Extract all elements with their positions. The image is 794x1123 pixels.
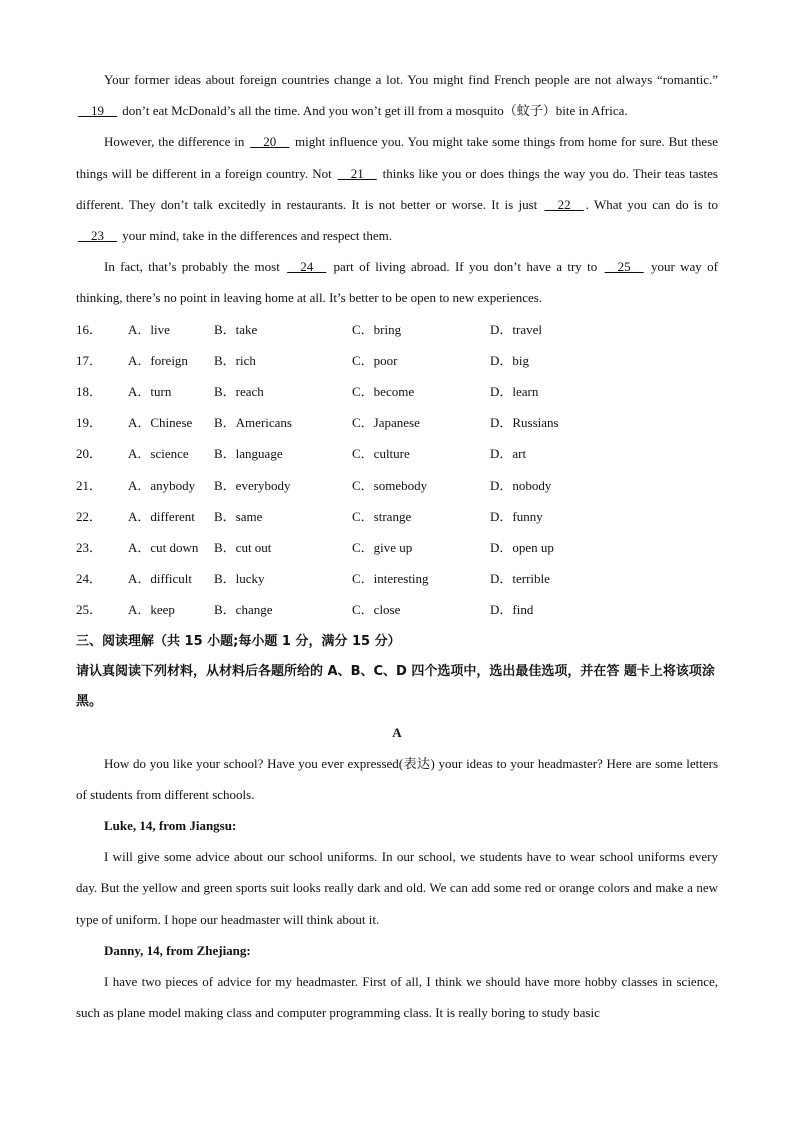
text: thinks like you or does things the way you do. Their teas tastes different. They don’t talk excitedly in restaurants. It is not better or worse. It is just	[76, 165, 718, 212]
option-row	[76, 407, 718, 438]
option-a: A．keep	[128, 602, 175, 618]
option-c: C．Japanese	[352, 415, 420, 431]
blank-19: __19__	[78, 103, 117, 119]
option-b: B．cut out	[214, 539, 272, 555]
text: Your former ideas about foreign countries change a lot. You might find French people are not always “romantic.”	[104, 72, 718, 87]
option-c: C．culture	[352, 446, 410, 462]
option-a: A．different	[128, 508, 195, 524]
options-list	[76, 314, 718, 626]
option-row	[76, 438, 718, 469]
section-instruction: 请认真阅读下列材料，从材料后各题所给的 A、B、C、D 四个选项中，选出最佳选项，并在答 题卡上将该项涂黑。	[76, 663, 715, 709]
option-c: C．give up	[352, 539, 413, 555]
option-d: D．find	[490, 602, 534, 618]
option-b: B．take	[214, 321, 258, 337]
option-a: A．live	[128, 321, 170, 337]
letter-author-luke: Luke, 14, from Jiangsu:	[104, 817, 237, 833]
option-row	[76, 314, 718, 345]
option-a: A．anybody	[128, 477, 196, 493]
text: your mind, take in the differences and respect them.	[119, 228, 393, 244]
question-number: 17．	[76, 352, 103, 368]
option-row	[76, 376, 718, 407]
option-a: A．foreign	[128, 352, 188, 368]
text: However, the difference in	[104, 134, 249, 150]
text: your way of thinking, there’s no point in leaving home at all. It’s better to be open to new experiences.	[76, 259, 718, 306]
option-b: B．language	[214, 446, 283, 462]
option-row	[76, 470, 718, 501]
option-b: B．same	[214, 508, 263, 524]
option-a: A．science	[128, 446, 189, 462]
option-d: D．open up	[490, 539, 554, 555]
text: might influence you. You might take some things from home for sure. But these things will be different in a foreign country. Not	[76, 134, 718, 181]
letter-text-luke: I will give some advice about our school uniforms. In our school, we students have to wear school uniforms every day. But the yellow and green sports suit looks really dark and old. We can add some red or orange colors and make a new type of uniform. I hope our headmaster will think about it.	[76, 849, 718, 927]
question-number: 19．	[76, 415, 103, 431]
question-number: 20．	[76, 446, 103, 462]
option-row	[76, 532, 718, 563]
blank-24: __24__	[287, 259, 327, 275]
option-c: C．somebody	[352, 477, 428, 493]
option-b: B．lucky	[214, 571, 265, 587]
option-c: C．poor	[352, 352, 398, 368]
letter-text-danny: I have two pieces of advice for my headmaster. First of all, I think we should have more hobby classes in science, such as plane model making class and computer programming class. It is really boring to study basic	[76, 973, 718, 1021]
option-c: C．close	[352, 602, 401, 618]
question-number: 16．	[76, 321, 103, 337]
question-number: 21．	[76, 477, 103, 493]
option-d: D．nobody	[490, 477, 552, 493]
option-row	[76, 563, 718, 594]
document-page	[76, 64, 718, 1028]
option-c: C．strange	[352, 508, 412, 524]
option-d: D．funny	[490, 508, 543, 524]
option-b: B．rich	[214, 352, 256, 368]
option-b: B．change	[214, 602, 273, 618]
option-row	[76, 501, 718, 532]
question-number: 25．	[76, 602, 103, 618]
option-row	[76, 345, 718, 376]
option-d: D．Russians	[490, 415, 559, 431]
option-b: B．everybody	[214, 477, 291, 493]
option-d: D．learn	[490, 384, 539, 399]
text: . What you can do is to	[585, 196, 718, 212]
option-b: B．Americans	[214, 415, 292, 431]
option-c: C．interesting	[352, 571, 429, 587]
blank-23: __23__	[78, 228, 117, 244]
option-a: A．Chinese	[128, 415, 193, 431]
option-d: D．terrible	[490, 571, 550, 587]
option-b: B．reach	[214, 384, 264, 399]
section-title: 三、阅读理解（共 15 小题;每小题 1 分，满分 15 分）	[76, 633, 401, 649]
blank-20: __20__	[250, 134, 290, 150]
option-a: A．cut down	[128, 539, 199, 555]
passage-label: A	[392, 724, 402, 740]
option-row	[76, 594, 718, 625]
question-number: 22．	[76, 508, 103, 524]
blank-22: __22__	[544, 196, 584, 212]
reading-intro: How do you like your school? Have you ever expressed(表达) your ideas to your headmaster? Here are some letters of students from different schools.	[76, 755, 718, 802]
option-d: D．travel	[490, 321, 542, 337]
option-c: C．bring	[352, 321, 402, 337]
cloze-paragraph-1	[76, 64, 718, 126]
letter-author-danny: Danny, 14, from Zhejiang:	[104, 942, 251, 958]
cloze-paragraph-2	[76, 126, 718, 251]
question-number: 18．	[76, 384, 103, 399]
text: don’t eat McDonald’s all the time. And you won’t get ill from a mosquito（蚊子）bite in Africa.	[119, 103, 628, 119]
option-c: C．become	[352, 384, 415, 399]
text: part of living abroad. If you don’t have a try to	[328, 259, 603, 275]
cloze-paragraph-3	[76, 251, 718, 313]
blank-21: __21__	[337, 165, 377, 181]
blank-25: __25__	[604, 259, 644, 275]
question-number: 24．	[76, 571, 103, 587]
option-a: A．difficult	[128, 571, 193, 587]
question-number: 23．	[76, 539, 103, 555]
option-a: A．turn	[128, 384, 172, 399]
text: In fact, that’s probably the most	[104, 259, 286, 275]
option-d: D．big	[490, 352, 530, 368]
option-d: D．art	[490, 446, 527, 462]
